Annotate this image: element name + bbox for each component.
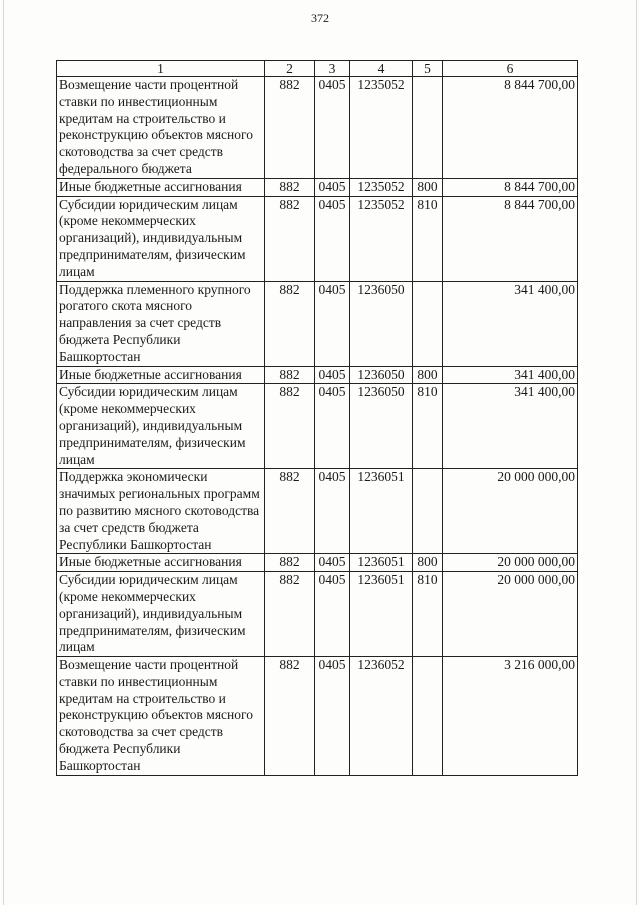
- row-name: Поддержка племенного крупного рогатого скота мясного направления за счет средств бюджета Республики Башкортостан: [57, 281, 265, 366]
- row-name: Возмещение части процентной ставки по инвестиционным кредитам на строительство и реконструкцию объектов мясного скотоводства за счет средств бюджета Республики Башкортостан: [57, 657, 265, 776]
- table-row: [57, 196, 578, 281]
- row-type: 810: [413, 572, 443, 657]
- scan-edge-left: [3, 0, 4, 905]
- row-name: Поддержка экономически значимых региональных программ по развитию мясного скотоводства за счет средств бюджета Республики Башкортостан: [57, 469, 265, 554]
- row-section: 0405: [315, 384, 350, 469]
- table-row: [57, 281, 578, 366]
- table-row: [57, 554, 578, 572]
- row-amount: 20 000 000,00: [443, 572, 578, 657]
- row-grbs: 882: [265, 366, 315, 384]
- page-number: 372: [311, 11, 329, 25]
- row-amount: 20 000 000,00: [443, 469, 578, 554]
- row-article: 1236051: [350, 572, 413, 657]
- row-type: [413, 77, 443, 179]
- row-grbs: 882: [265, 384, 315, 469]
- table-row: [57, 366, 578, 384]
- row-amount: 341 400,00: [443, 384, 578, 469]
- row-article: 1236050: [350, 384, 413, 469]
- row-section: 0405: [315, 572, 350, 657]
- row-section: 0405: [315, 469, 350, 554]
- row-name: Иные бюджетные ассигнования: [57, 178, 265, 196]
- row-section: 0405: [315, 281, 350, 366]
- row-grbs: 882: [265, 178, 315, 196]
- table-row: [57, 572, 578, 657]
- row-section: 0405: [315, 178, 350, 196]
- row-section: 0405: [315, 657, 350, 776]
- row-type: 800: [413, 178, 443, 196]
- row-amount: 341 400,00: [443, 366, 578, 384]
- row-type: 800: [413, 366, 443, 384]
- row-grbs: 882: [265, 554, 315, 572]
- row-section: 0405: [315, 554, 350, 572]
- row-type: 800: [413, 554, 443, 572]
- row-grbs: 882: [265, 469, 315, 554]
- row-amount: 8 844 700,00: [443, 178, 578, 196]
- scan-edge-right: [636, 0, 637, 905]
- row-type: [413, 657, 443, 776]
- row-name: Субсидии юридическим лицам (кроме некоммерческих организаций), индивидуальным предпринимателям, физическим лицам: [57, 196, 265, 281]
- row-article: 1235052: [350, 77, 413, 179]
- header-col-4: 4: [350, 61, 413, 77]
- table-row: [57, 384, 578, 469]
- table-row: [57, 178, 578, 196]
- row-article: 1236050: [350, 281, 413, 366]
- header-col-3: 3: [315, 61, 350, 77]
- row-grbs: 882: [265, 77, 315, 179]
- budget-table: [56, 60, 578, 776]
- row-name: Субсидии юридическим лицам (кроме некоммерческих организаций), индивидуальным предпринимателям, физическим лицам: [57, 572, 265, 657]
- table-row: [57, 77, 578, 179]
- row-article: 1235052: [350, 178, 413, 196]
- header-col-1: 1: [57, 61, 265, 77]
- row-type: [413, 281, 443, 366]
- row-name: Возмещение части процентной ставки по инвестиционным кредитам на строительство и реконструкцию объектов мясного скотоводства за счет средств федерального бюджета: [57, 77, 265, 179]
- table-row: [57, 469, 578, 554]
- row-article: 1236051: [350, 469, 413, 554]
- row-article: 1236051: [350, 554, 413, 572]
- row-grbs: 882: [265, 281, 315, 366]
- row-amount: 341 400,00: [443, 281, 578, 366]
- row-amount: 8 844 700,00: [443, 77, 578, 179]
- row-grbs: 882: [265, 196, 315, 281]
- row-name: Субсидии юридическим лицам (кроме некоммерческих организаций), индивидуальным предпринимателям, физическим лицам: [57, 384, 265, 469]
- row-amount: 20 000 000,00: [443, 554, 578, 572]
- row-name: Иные бюджетные ассигнования: [57, 366, 265, 384]
- row-section: 0405: [315, 196, 350, 281]
- table-header-row: [57, 61, 578, 77]
- row-section: 0405: [315, 77, 350, 179]
- header-col-5: 5: [413, 61, 443, 77]
- row-article: 1236052: [350, 657, 413, 776]
- row-amount: 8 844 700,00: [443, 196, 578, 281]
- table-row: [57, 657, 578, 776]
- row-amount: 3 216 000,00: [443, 657, 578, 776]
- header-col-2: 2: [265, 61, 315, 77]
- row-type: [413, 469, 443, 554]
- row-grbs: 882: [265, 572, 315, 657]
- row-article: 1235052: [350, 196, 413, 281]
- row-name: Иные бюджетные ассигнования: [57, 554, 265, 572]
- row-grbs: 882: [265, 657, 315, 776]
- row-article: 1236050: [350, 366, 413, 384]
- header-col-6: 6: [443, 61, 578, 77]
- row-type: 810: [413, 196, 443, 281]
- row-type: 810: [413, 384, 443, 469]
- row-section: 0405: [315, 366, 350, 384]
